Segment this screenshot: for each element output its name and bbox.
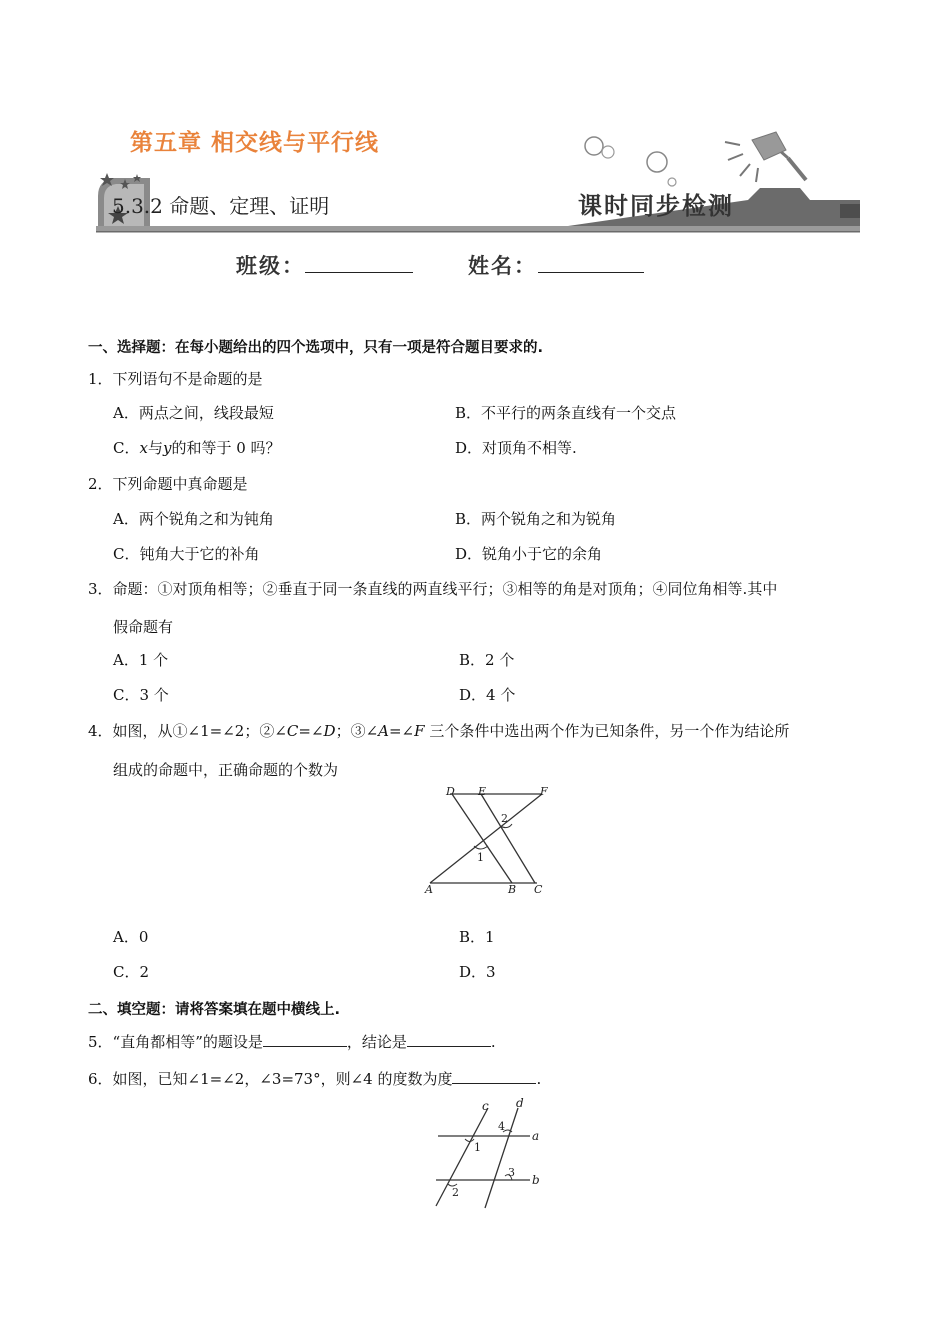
q2-option-c[interactable]: C．钝角大于它的补角 [113, 545, 260, 563]
name-field[interactable] [538, 250, 644, 273]
q6-label-angle4: 4 [498, 1120, 505, 1133]
sync-test-badge: 课时同步检测 [578, 191, 734, 220]
q6-stem [88, 1068, 541, 1089]
q1-option-b[interactable]: B．不平行的两条直线有一个交点 [455, 404, 677, 422]
q4-stem-part5: 三个条件中选出两个作为已知条件，另一个作为结论所 [424, 722, 790, 740]
q5-blank-premise[interactable] [263, 1031, 347, 1047]
q3-stem-line1: 3．命题：①对顶角相等；②垂直于同一条直线的两直线平行；③相等的角是对顶角；④同位角相等.其中 [88, 580, 778, 598]
q6-angle1-arc [465, 1139, 474, 1142]
q4-label-e: E [478, 786, 487, 798]
q5-blank-conclusion[interactable] [407, 1031, 491, 1047]
q6-label-a: a [532, 1129, 540, 1143]
q4-var-d: D [323, 722, 336, 740]
q1-stem: 1．下列语句不是命题的是 [88, 370, 263, 388]
header-banner [0, 0, 950, 240]
q4-label-angle2: 2 [501, 812, 508, 825]
q5-stem-part2: ，结论是 [346, 1033, 407, 1051]
fill-section-heading: 二、填空题：请将答案填在题中横线上. [88, 1002, 341, 1018]
name-label: 姓名： [468, 253, 537, 278]
q4-option-c[interactable]: C．2 [113, 963, 150, 981]
q6-label-b: b [532, 1173, 540, 1187]
q4-stem-line2: 组成的命题中，正确命题的个数为 [113, 761, 339, 779]
q4-line-af [430, 794, 542, 883]
q4-label-b: B [508, 883, 517, 896]
q1-option-c-mid: 与 [147, 439, 163, 457]
q5-stem [88, 1031, 496, 1052]
q4-stem-part4: =∠ [388, 722, 415, 740]
q4-label-angle1: 1 [477, 851, 484, 864]
q1-option-c[interactable] [113, 438, 281, 458]
q3-option-b[interactable]: B．2 个 [459, 651, 515, 669]
q4-var-c: C [286, 722, 299, 740]
q4-option-a[interactable]: A．0 [113, 928, 149, 946]
q4-figure [422, 786, 562, 896]
q2-option-a[interactable]: A．两个锐角之和为钝角 [113, 510, 274, 528]
q1-option-a[interactable]: A．两点之间，线段最短 [113, 404, 274, 422]
q2-stem: 2．下列命题中真命题是 [88, 475, 248, 493]
class-field[interactable] [305, 250, 413, 273]
q5-stem-part3: . [490, 1033, 496, 1051]
q4-label-c: C [534, 883, 543, 896]
q1-option-d[interactable]: D．对顶角不相等. [455, 439, 577, 457]
q3-option-d[interactable]: D．4 个 [459, 686, 516, 704]
q4-line-ec [481, 794, 535, 883]
q4-stem-part2: =∠ [298, 722, 324, 740]
q6-label-angle3: 3 [508, 1166, 515, 1179]
q1-option-c-prefix: C． [113, 439, 140, 457]
q6-label-angle1: 1 [474, 1141, 481, 1154]
q4-option-d[interactable]: D．3 [459, 963, 496, 981]
q2-option-d[interactable]: D．锐角小于它的余角 [455, 545, 603, 563]
chapter-title: 第五章 相交线与平行线 [130, 130, 380, 156]
variable-y: y [162, 439, 172, 457]
q6-blank-answer[interactable] [452, 1068, 536, 1084]
q3-option-c[interactable]: C．3 个 [113, 686, 169, 704]
q5-stem-part1: 5．“直角都相等”的题设是 [88, 1033, 263, 1051]
q4-label-d: D [446, 786, 455, 798]
q3-option-a[interactable]: A．1 个 [113, 651, 169, 669]
q6-figure [430, 1096, 570, 1211]
q2-option-b[interactable]: B．两个锐角之和为锐角 [455, 510, 617, 528]
q4-stem-part3: ；③∠ [335, 722, 379, 740]
q1-option-c-suffix: 的和等于 0 吗？ [171, 439, 281, 457]
q6-line-c [436, 1108, 488, 1206]
q6-stem-part2: . [536, 1070, 542, 1088]
q4-stem-part1: 4．如图，从①∠1=∠2；②∠ [88, 722, 287, 740]
q4-var-a: A [378, 722, 389, 740]
q4-label-a: A [425, 883, 433, 896]
q4-line-db [452, 794, 512, 883]
lamp-icon [725, 132, 806, 182]
q6-label-angle2: 2 [452, 1186, 459, 1199]
q4-stem-line1 [88, 721, 789, 741]
section-title: 5.3.2 命题、定理、证明 [112, 194, 330, 218]
bubble-decoration [585, 137, 603, 155]
variable-x: x [139, 439, 148, 457]
q4-label-f: F [540, 786, 548, 798]
q6-label-d: d [516, 1096, 524, 1110]
q6-label-c: c [482, 1099, 489, 1113]
q3-stem-line2: 假命题有 [113, 618, 174, 636]
choice-section-heading: 一、选择题：在每小题给出的四个选项中，只有一项是符合题目要求的. [88, 340, 544, 356]
q4-option-b[interactable]: B．1 [459, 928, 495, 946]
q6-stem-part1: 6．如图，已知∠1=∠2，∠3=73°，则∠4 的度数为度 [88, 1070, 453, 1088]
q4-var-f: F [414, 722, 425, 740]
class-label: 班级： [236, 253, 305, 278]
